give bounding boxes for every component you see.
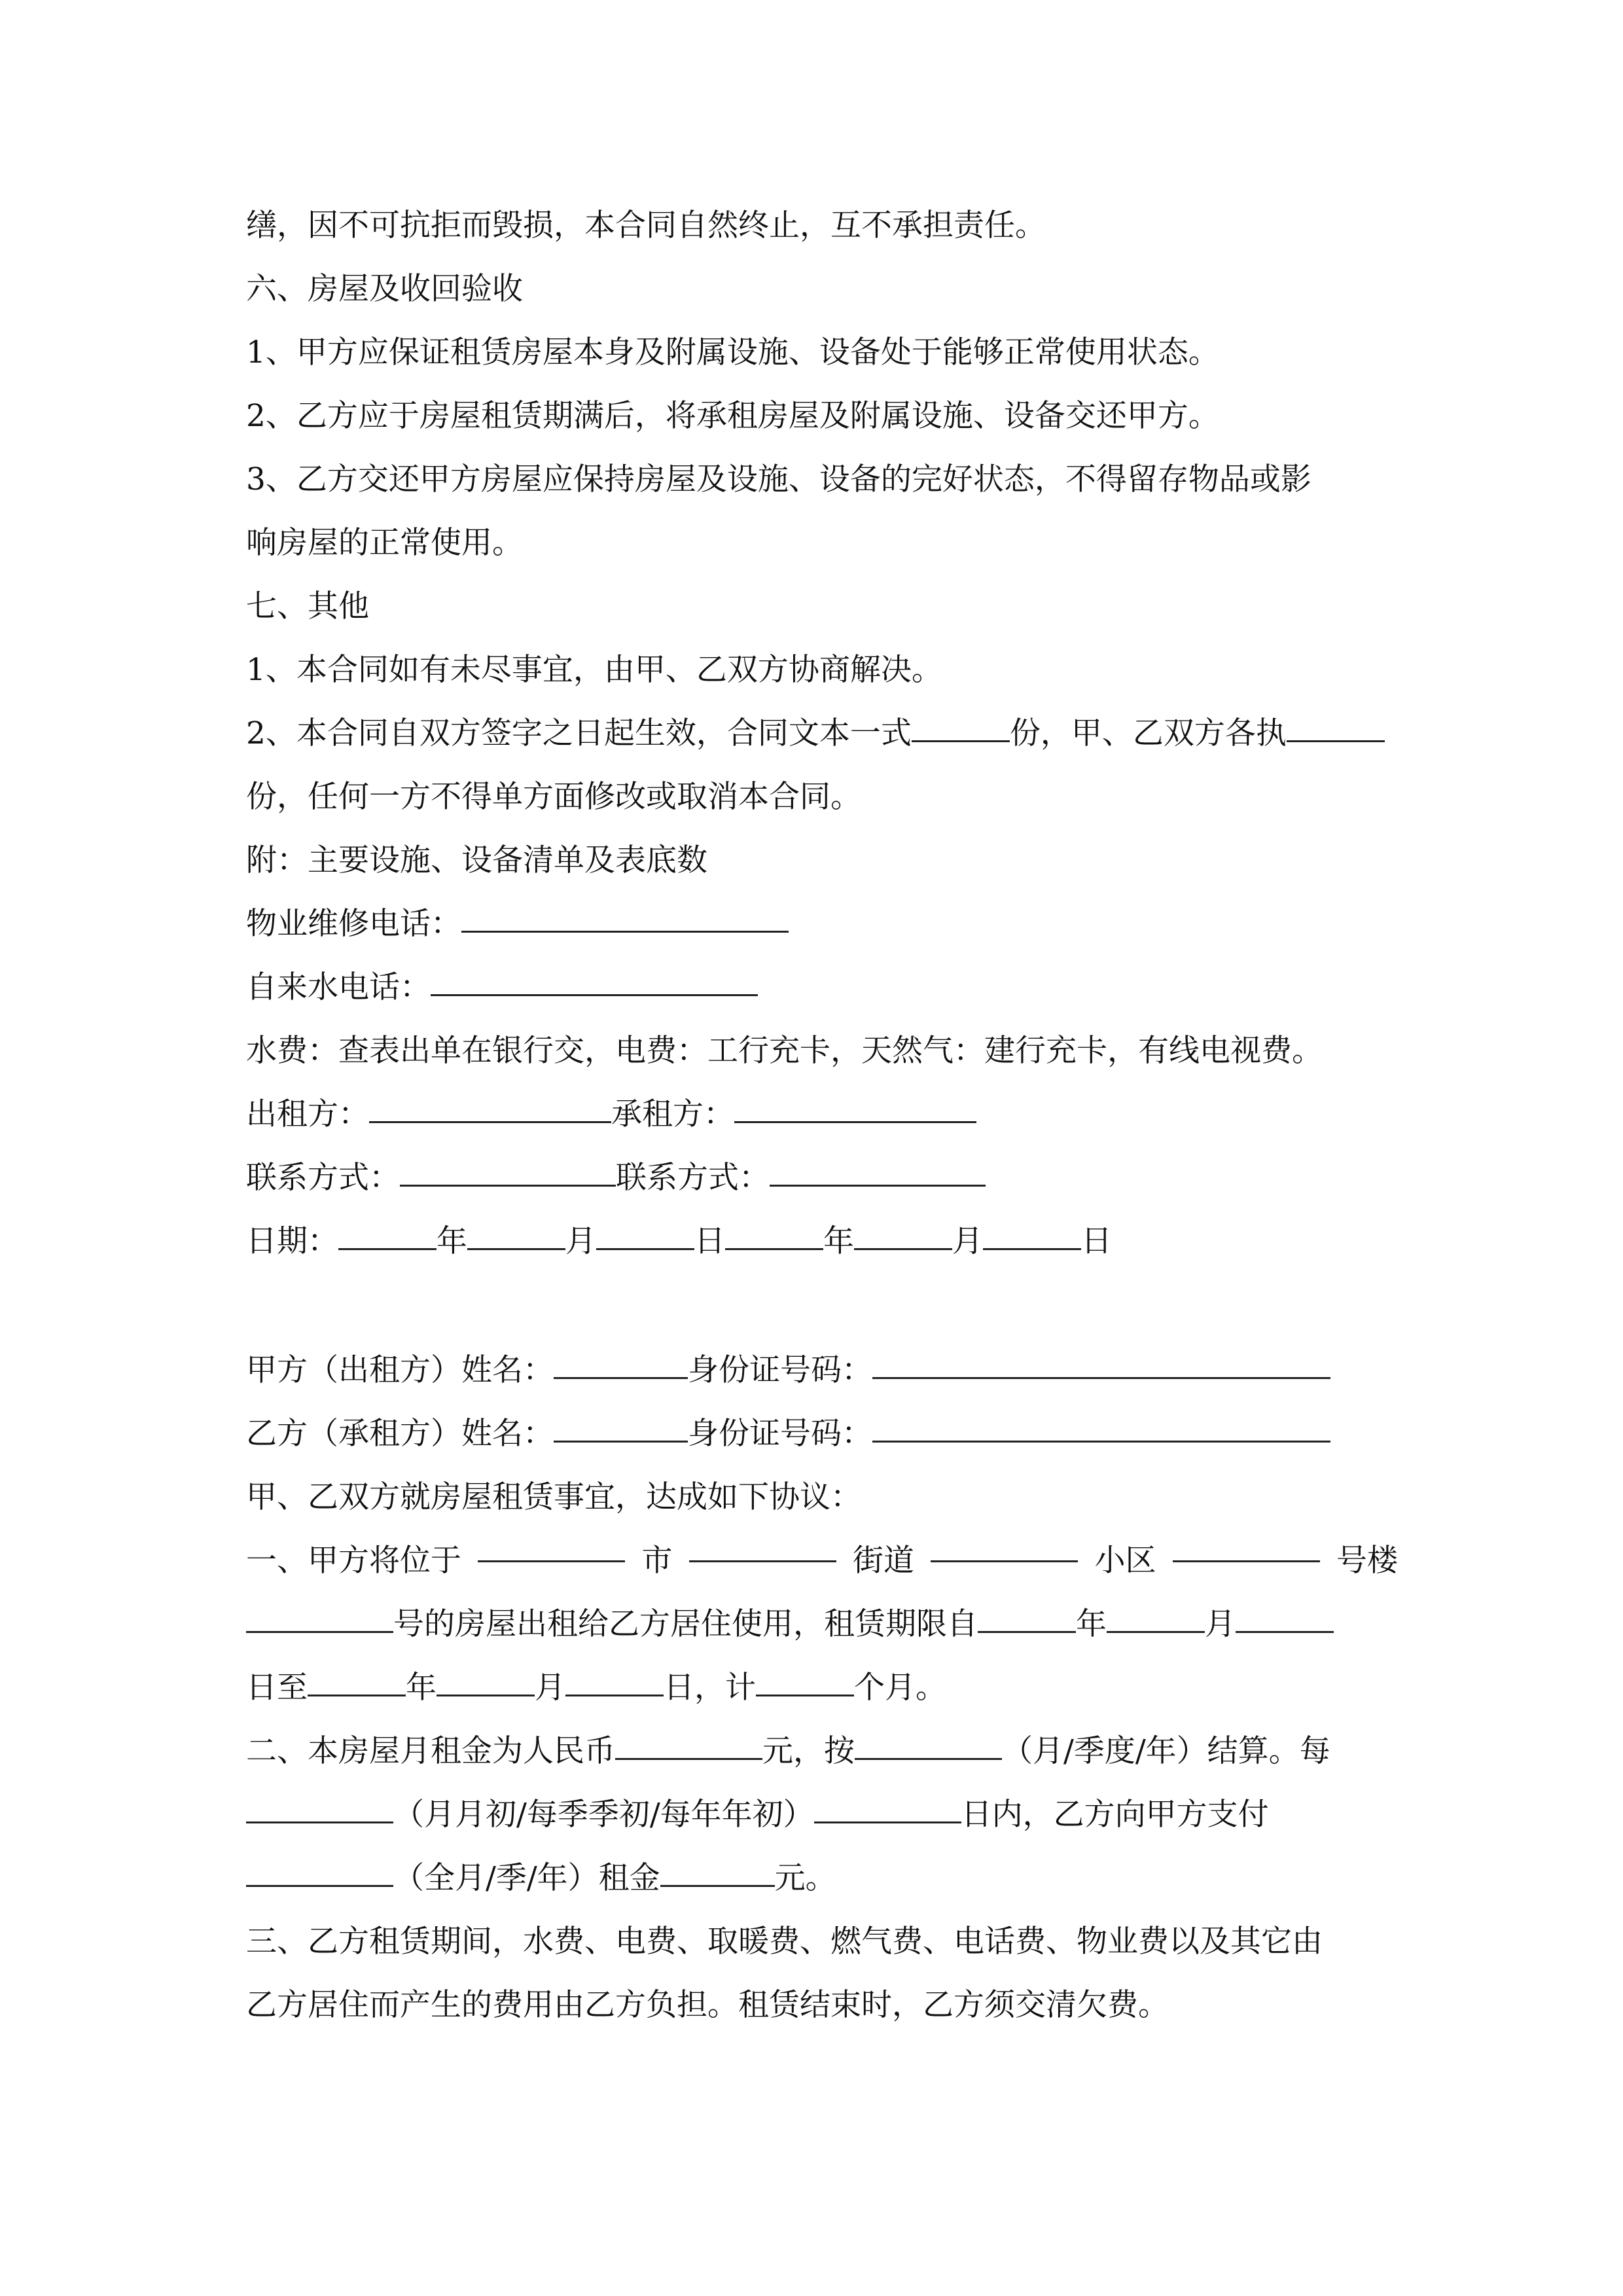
date-day-blank[interactable] xyxy=(596,1247,694,1250)
copies-total-blank[interactable] xyxy=(912,740,1010,742)
unit-number-blank[interactable] xyxy=(246,1630,393,1633)
months-blank[interactable] xyxy=(756,1694,854,1696)
payment-time-blank[interactable] xyxy=(246,1821,393,1823)
contract-page xyxy=(246,194,1398,2037)
payment-period-blank[interactable] xyxy=(246,1884,393,1887)
payment-days-blank[interactable] xyxy=(814,1821,961,1823)
clause-2-amount: （全月/季/年）租金 元。 xyxy=(246,1846,1398,1910)
party-a-row: 甲方（出租方）姓名： 身份证号码： xyxy=(246,1338,1398,1402)
date-day-blank-2[interactable] xyxy=(983,1247,1081,1250)
clause-text: 3、乙方交还甲方房屋应保持房屋及设施、设备的完好状态，不得留存物品或影 xyxy=(246,461,1311,497)
contacts-row: 联系方式： 联系方式： xyxy=(246,1146,1398,1210)
lessor-contact-blank[interactable] xyxy=(400,1184,616,1187)
settlement-cycle-blank[interactable] xyxy=(855,1757,1002,1760)
property-phone-blank[interactable] xyxy=(461,930,789,933)
rent-amount-blank[interactable] xyxy=(615,1757,762,1760)
end-month-blank[interactable] xyxy=(437,1694,535,1696)
city-blank[interactable] xyxy=(478,1560,625,1562)
clause-2-payment: （月月初/每季季初/每年年初） 日内，乙方向甲方支付 xyxy=(246,1783,1398,1846)
section-heading-7: 七、其他 xyxy=(246,588,369,624)
clause-1-end: 日至 年 月 日，计 个月。 xyxy=(246,1670,946,1706)
lessee-contact-blank[interactable] xyxy=(770,1184,986,1187)
clause-3-text: 三、乙方租赁期间，水费、电费、取暖费、燃气费、电话费、物业费以及其它由 xyxy=(246,1924,1323,1960)
agreement-intro: 甲、乙双方就房屋租赁事宜，达成如下协议： xyxy=(246,1479,861,1515)
clause-3-text: 乙方居住而产生的费用由乙方负担。租赁结束时，乙方须交清欠费。 xyxy=(246,1987,1169,2023)
water-phone-row: 自来水电话： xyxy=(246,956,1398,1019)
start-day-blank[interactable] xyxy=(1236,1630,1334,1633)
start-month-blank[interactable] xyxy=(1107,1630,1205,1633)
community-blank[interactable] xyxy=(931,1560,1078,1562)
party-a-id-blank[interactable] xyxy=(872,1376,1330,1379)
date-month-blank[interactable] xyxy=(467,1247,565,1250)
date-row: 日期： 年 月 日 年 月 日 xyxy=(246,1223,1112,1259)
clause-text: 1、甲方应保证租赁房屋本身及附属设施、设备处于能够正常使用状态。 xyxy=(246,334,1219,370)
date-year-blank-2[interactable] xyxy=(725,1247,823,1250)
clause-text: 2、乙方应于房屋租赁期满后，将承租房屋及附属设施、设备交还甲方。 xyxy=(246,398,1219,434)
end-day-blank[interactable] xyxy=(565,1694,664,1696)
utilities-note: 水费：查表出单在银行交，电费：工行充卡，天然气：建行充卡，有线电视费。 xyxy=(246,1033,1323,1069)
date-month-blank-2[interactable] xyxy=(854,1247,952,1250)
payment-amount-blank[interactable] xyxy=(660,1884,775,1887)
lessor-blank[interactable] xyxy=(369,1121,611,1123)
clause-2-rent: 二、本房屋月租金为人民币 元，按 （月/季度/年）结算。每 xyxy=(246,1733,1330,1769)
building-blank[interactable] xyxy=(1173,1560,1320,1562)
party-a-name-blank[interactable] xyxy=(554,1376,688,1379)
clause-text: 缮，因不可抗拒而毁损，本合同自然终止，互不承担责任。 xyxy=(246,207,1046,243)
water-phone-blank[interactable] xyxy=(431,994,758,996)
clause-1-period: 号的房屋出租给乙方居住使用，租赁期限自 年 月 xyxy=(246,1592,1398,1656)
street-blank[interactable] xyxy=(689,1560,836,1562)
section-heading-6: 六、房屋及收回验收 xyxy=(246,271,523,307)
appendix-heading: 附：主要设施、设备清单及表底数 xyxy=(246,842,707,878)
clause-text: 响房屋的正常使用。 xyxy=(246,525,523,561)
clause-text: 1、本合同如有未尽事宜，由甲、乙双方协商解决。 xyxy=(246,652,942,688)
party-b-id-blank[interactable] xyxy=(872,1440,1330,1443)
clause-text: 份，任何一方不得单方面修改或取消本合同。 xyxy=(246,779,861,815)
date-year-blank[interactable] xyxy=(338,1247,437,1250)
spacer xyxy=(246,1273,1398,1338)
property-phone-row: 物业维修电话： xyxy=(246,892,1398,956)
parties-row: 出租方： 承租方： xyxy=(246,1083,1398,1146)
party-b-name-blank[interactable] xyxy=(554,1440,688,1443)
clause-copies: 2、本合同自双方签字之日起生效，合同文本一式 份，甲、乙双方各执 xyxy=(246,702,1398,765)
start-year-blank[interactable] xyxy=(978,1630,1076,1633)
lessee-blank[interactable] xyxy=(734,1121,976,1123)
end-year-blank[interactable] xyxy=(308,1694,406,1696)
party-b-row: 乙方（承租方）姓名： 身份证号码： xyxy=(246,1402,1398,1465)
clause-1-address: 一、甲方将位于 市 街道 小区 号楼 xyxy=(246,1543,1398,1579)
copies-each-blank[interactable] xyxy=(1287,740,1385,742)
